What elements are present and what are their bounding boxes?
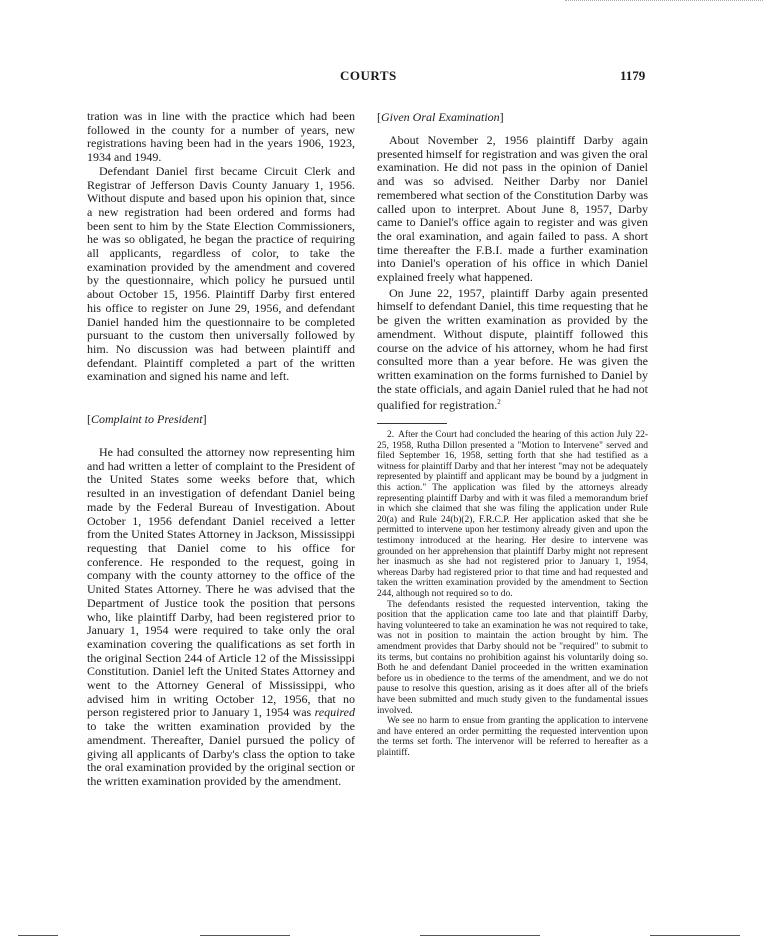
page-header [0,68,763,88]
bottom-scan-line-3 [420,935,540,936]
running-title: COURTS [340,68,397,83]
footnote-paragraph-1 [377,430,648,600]
left-paragraph-3-part-b: to take the written examination provided by the amendment. Thereafter, Daniel pursued the policy of giving all applicants of Darby's class the option to take the oral examination provided by the original section or the written examination provided by the amendment. [87,719,355,788]
footnote-reference: 2 [497,398,501,407]
section-heading-oral-exam: [Given Oral Examination] [377,110,504,124]
section-heading-complaint-text: Complaint to President [91,412,203,427]
bottom-scan-line-4 [650,935,740,936]
footnote-paragraph-3: We see no harm to ensue from granting the application to intervene and have entered an order permitting the requested intervention upon the terms set forth. The intervenor will be referred to hereafter as a plaintiff. [377,716,648,758]
footnote-paragraph-1-text: After the Court had concluded the hearing of this action July 22-25, 1958, Rutha Dillon presented a "Motion to Intervene" served and filed September 16, 1958, setting forth that she had testified as a witness for plaintiff Darby and that her interest "may not be adequately represented by plaintiff and applicant may be bound by a judgment in this action." The application was filed by the attorneys already representing plaintiff Darby and with it was filed a memorandum brief in which she claimed that she was filing the application under Rule 20(a) and Rule 24(b)(2), F.R.C.P. Her application asked that she be permitted to intervene upon her testimony already given and upon the testimony introduced at the hearing. Her desire to intervene was grounded on her apprehension that plaintiff Darby might not represent her inasmuch as she had not registered prior to January 1, 1954, whereas Darby had registered prior to that time and had requested and taken the written examination provided by the amendment to Section 244, although not required so to do. [377,430,648,599]
right-column [377,110,648,758]
footnote-label: 2. [387,430,395,441]
left-paragraph-1: tration was in line with the practice which had been followed in the county for a number of years, new registrations having been had in the years 1906, 1923, 1934 and 1949. [87,109,355,165]
left-paragraph-3-emphasis: required [314,705,355,720]
right-paragraph-2 [377,287,648,413]
right-paragraph-1: About November 2, 1956 plaintiff Darby again presented himself for registration and was given the oral examination. He did not pass in the opinion of Daniel and was so advised. Neither Darby nor Daniel remembered what section of the Constitution Darby was called upon to interpret. About June 8, 1957, Darby came to Daniel's office again to register and was given the oral examination, and again failed to pass. A short time thereafter the F.B.I. made a further examination into Daniel's operation of his office in which Daniel explained freely what happened. [377,133,648,285]
right-paragraph-2-text: On June 22, 1957, plaintiff Darby again presented himself to defendant Daniel, this time requesting that he be given the written examination as provided by the amendment. Without dispute, plaintiff followed this course on the advice of his attorney, whom he had first consulted more than a year before. He was given the written examination on the forms furnished to Daniel by the state officials, and again Daniel ruled that he had not qualified for registration. [377,285,648,413]
left-paragraph-2: Defendant Daniel first became Circuit Clerk and Registrar of Jefferson Davis County January 1, 1956. Without dispute and based upon his opinion that, since a new registration had been ordered and forms had been sent to him by the State Election Commissioners, he was so obligated, he began the practice of requiring all applicants, regardless of color, to take the examination provided by the amendment and covered by the questionnaire, which policy he pursued until about October 15, 1956. Plaintiff Darby first entered his office to register on June 29, 1956, and defendant Daniel handed him the questionnaire to be completed pursuant to the custom then universally followed by him. No discussion was had between plaintiff and defendant. Plaintiff completed a part of the written examination and signed his name and left. [87,163,355,384]
section-heading-oral-exam-text: Given Oral Examination [381,110,500,124]
page-number: 1179 [620,68,646,83]
left-paragraph-3-part-a: He had consulted the attorney now representing him and had written a letter of complaint to the President of the United States some weeks before that, which resulted in an investigation of defendant Daniel being made by the Federal Bureau of Investigation. About October 1, 1956 defendant Daniel received a letter from the United States Attorney in Jackson, Mississippi requesting that Daniel come to his office for conference. He responded to the request, going in company with the county attorney to the office of the United States Attorney. There he was advised that the Department of Justice took the position that persons who, like plaintiff Darby, had been registered prior to January 1, 1954 were required to take only the oral examination covering the qualifications as set forth in the original Section 244 of Article 12 of the Mississippi Constitution. Daniel left the United States Attorney and went to the Attorney General of Mississippi, who advised him in writing October 12, 1956, that no person registered prior to January 1, 1954 was [87,445,355,720]
footnote-divider [377,423,447,424]
left-paragraph-3 [87,446,355,789]
left-column [87,110,355,789]
section-heading-complaint: [Complaint to President] [87,412,207,427]
top-edge-dotted-line [565,0,763,2]
bottom-scan-line-2 [200,935,290,936]
footnote-paragraph-2: The defendants resisted the requested intervention, taking the position that the application came too late and that plaintiff Darby, having volunteered to take an examination he was not required to take, was not in position to maintain the action brought by him. The amendment provides that Darby should not be "required" to submit to its terms, but contains no prohibition against his voluntarily doing so. Both he and defendant Daniel proceeded in the written examination before us in obedience to the terms of the amendment, and we do not pause to resolve this question, arising as it does after all of the briefs have been submitted and much study given to the fundamental issues involved. [377,599,648,716]
bottom-scan-line-1 [18,935,58,936]
